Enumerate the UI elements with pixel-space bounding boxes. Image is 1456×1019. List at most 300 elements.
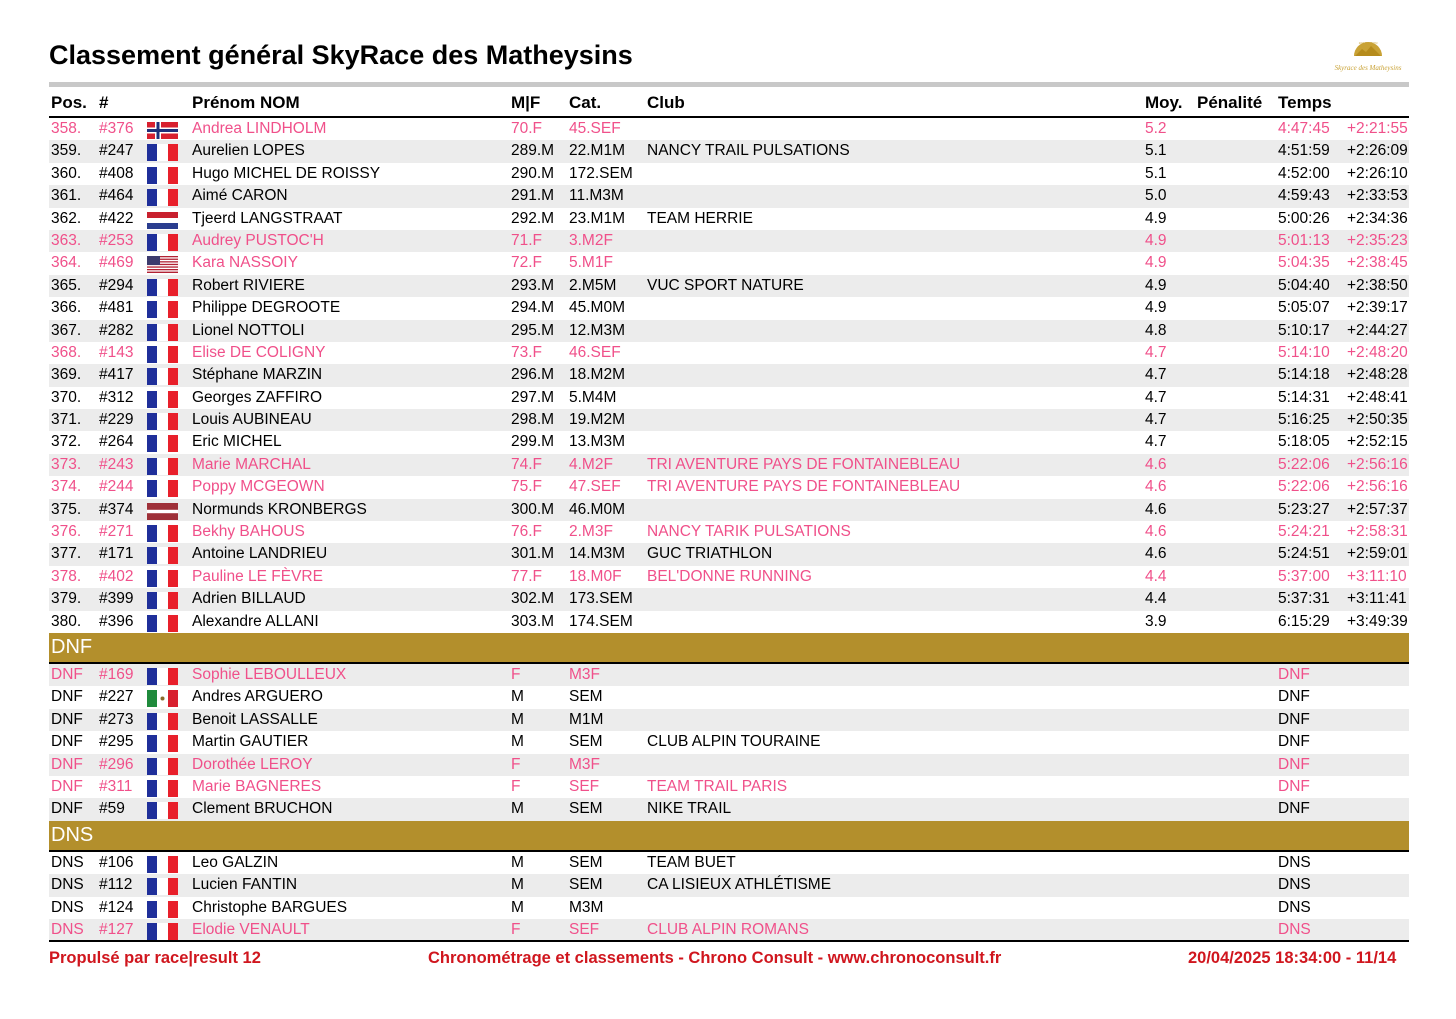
- bib-number: #143: [99, 343, 134, 361]
- category-rank: 45.M0M: [569, 299, 625, 317]
- category-rank: 5.M4M: [569, 388, 617, 406]
- runner-name: Kara NASSOIY: [192, 254, 298, 272]
- runner-name: Dorothée LEROY: [192, 755, 313, 773]
- club-name: NANCY TRAIL PULSATIONS: [647, 142, 850, 160]
- rank: 358.: [51, 120, 82, 137]
- bib-number: #312: [99, 388, 134, 406]
- category-rank: 5.M1F: [569, 254, 613, 272]
- finish-time: DNF: [1278, 665, 1310, 683]
- gender-rank: M: [511, 876, 524, 894]
- avg-speed: 4.8: [1145, 321, 1167, 339]
- gender-rank: 77.F: [511, 567, 543, 585]
- category-rank: 23.M1M: [569, 209, 625, 227]
- table-row: [49, 611, 1409, 633]
- flag-lv-icon: [147, 503, 178, 520]
- rank: 370.: [51, 388, 82, 406]
- runner-name: Adrien BILLAUD: [192, 590, 306, 608]
- avg-speed: 4.7: [1145, 366, 1167, 384]
- runner-name: Aimé CARON: [192, 187, 288, 205]
- category-rank: 18.M0F: [569, 567, 622, 585]
- rank: DNF: [51, 777, 83, 795]
- gender-rank: 300.M: [511, 500, 555, 518]
- bib-number: #311: [99, 777, 133, 795]
- finish-time: 5:22:06: [1278, 478, 1330, 496]
- flag-fr-icon: [147, 279, 178, 296]
- finish-time: 4:59:43: [1278, 187, 1330, 205]
- rank: 375.: [51, 500, 82, 518]
- category-rank: 2.M3F: [569, 523, 613, 541]
- avg-speed: 4.4: [1145, 567, 1167, 585]
- table-row: [49, 588, 1409, 610]
- gender-rank: 303.M: [511, 612, 555, 630]
- bib-number: #464: [99, 187, 134, 205]
- runner-name: Andrea LINDHOLM: [192, 120, 327, 137]
- rank: 369.: [51, 366, 82, 384]
- bib-number: #106: [99, 853, 134, 871]
- rank: DNS: [51, 853, 84, 871]
- time-gap: +2:57:37: [1347, 500, 1408, 518]
- rank: 365.: [51, 276, 82, 294]
- flag-fr-icon: [147, 480, 178, 497]
- gender-rank: 76.F: [511, 523, 543, 541]
- rank: 373.: [51, 455, 82, 473]
- table-row: [49, 852, 1409, 874]
- table-row: [49, 686, 1409, 708]
- runner-name: Lionel NOTTOLI: [192, 321, 305, 339]
- bib-number: #296: [99, 755, 134, 773]
- bib-number: #112: [99, 876, 133, 894]
- club-name: TEAM BUET: [647, 853, 736, 871]
- gender-rank: 298.M: [511, 411, 555, 429]
- category-rank: SEF: [569, 777, 600, 795]
- runner-name: Tjeerd LANGSTRAAT: [192, 209, 343, 227]
- runner-name: Hugo MICHEL DE ROISSY: [192, 164, 381, 182]
- avg-speed: 5.2: [1145, 120, 1167, 137]
- time-gap: +2:44:27: [1347, 321, 1408, 339]
- category-rank: SEM: [569, 876, 603, 894]
- time-gap: +3:11:10: [1347, 567, 1407, 585]
- runner-name: Elodie VENAULT: [192, 920, 310, 938]
- flag-fr-icon: [147, 713, 178, 730]
- bib-number: #253: [99, 231, 134, 249]
- rank: DNS: [51, 898, 84, 916]
- club-name: NANCY TARIK PULSATIONS: [647, 523, 851, 541]
- finish-time: 5:01:13: [1278, 231, 1330, 249]
- avg-speed: 4.6: [1145, 545, 1167, 563]
- avg-speed: 4.4: [1145, 590, 1167, 608]
- rank: 367.: [51, 321, 82, 339]
- bib-number: #396: [99, 612, 134, 630]
- rank: 364.: [51, 254, 82, 272]
- flag-nl-icon: [147, 212, 178, 229]
- avg-speed: 4.9: [1145, 254, 1167, 272]
- rank: 368.: [51, 343, 82, 361]
- logo-edition: 10th EDITION: [1358, 41, 1378, 45]
- table-row: [49, 140, 1409, 162]
- flag-fr-icon: [147, 615, 178, 632]
- rank: 366.: [51, 299, 82, 317]
- gender-rank: 289.M: [511, 142, 555, 160]
- runner-name: Audrey PUSTOC'H: [192, 231, 324, 249]
- flag-fr-icon: [147, 391, 178, 408]
- runner-name: Sophie LEBOULLEUX: [192, 665, 347, 683]
- col-name: Prénom NOM: [192, 93, 300, 112]
- finish-time: DNS: [1278, 853, 1311, 871]
- runner-name: Christophe BARGUES: [192, 898, 348, 916]
- finish-time: 5:04:40: [1278, 276, 1330, 294]
- finish-time: 5:04:35: [1278, 254, 1330, 272]
- time-gap: +2:48:28: [1347, 366, 1408, 384]
- flag-fr-icon: [147, 413, 178, 430]
- finish-time: DNS: [1278, 920, 1311, 938]
- runner-name: Antoine LANDRIEU: [192, 545, 328, 563]
- table-row: [49, 499, 1409, 521]
- table-row: [49, 297, 1409, 319]
- bib-number: #171: [99, 545, 134, 563]
- flag-fr-icon: [147, 368, 178, 385]
- finish-time: 5:22:06: [1278, 455, 1330, 473]
- avg-speed: 4.7: [1145, 388, 1167, 406]
- flag-fr-icon: [147, 435, 178, 452]
- flag-fr-icon: [147, 547, 178, 564]
- table-row: [49, 521, 1409, 543]
- gender-rank: F: [511, 665, 521, 683]
- finish-time: DNF: [1278, 755, 1310, 773]
- club-name: CA LISIEUX ATHLÉTISME: [647, 876, 832, 894]
- flag-fr-icon: [147, 324, 178, 341]
- finish-time: 4:47:45: [1278, 120, 1330, 137]
- table-row: [49, 476, 1409, 498]
- category-rank: SEM: [569, 688, 603, 706]
- time-gap: +2:48:20: [1347, 343, 1408, 361]
- finish-time: 5:14:31: [1278, 388, 1330, 406]
- avg-speed: 4.9: [1145, 276, 1167, 294]
- table-row: [49, 387, 1409, 409]
- finish-time: 5:18:05: [1278, 433, 1330, 451]
- rank: 362.: [51, 209, 82, 227]
- category-rank: 47.SEF: [569, 478, 621, 496]
- runner-name: Lucien FANTIN: [192, 876, 298, 894]
- col-bib: #: [99, 93, 109, 112]
- bib-number: #294: [99, 276, 134, 294]
- flag-fr-icon: [147, 668, 178, 685]
- table-row: [49, 543, 1409, 565]
- finish-time: 5:00:26: [1278, 209, 1330, 227]
- time-gap: +2:34:36: [1347, 209, 1408, 227]
- flag-fr-icon: [147, 780, 178, 797]
- gender-rank: M: [511, 800, 524, 818]
- category-rank: 174.SEM: [569, 612, 633, 630]
- table-row: [49, 566, 1409, 588]
- category-rank: 22.M1M: [569, 142, 625, 160]
- gender-rank: 292.M: [511, 209, 555, 227]
- category-rank: SEM: [569, 800, 603, 818]
- club-name: CLUB ALPIN TOURAINE: [647, 733, 821, 751]
- time-gap: +2:52:15: [1347, 433, 1408, 451]
- table-row: [49, 364, 1409, 386]
- runner-name: Alexandre ALLANI: [192, 612, 319, 630]
- table-row: [49, 252, 1409, 274]
- rank: DNF: [51, 665, 83, 683]
- runner-name: Marie MARCHAL: [192, 455, 311, 473]
- bib-number: #127: [99, 920, 134, 938]
- runner-name: Elise DE COLIGNY: [192, 343, 326, 361]
- time-gap: +2:38:50: [1347, 276, 1408, 294]
- gender-rank: 296.M: [511, 366, 555, 384]
- club-name: TEAM TRAIL PARIS: [647, 777, 788, 795]
- category-rank: 173.SEM: [569, 590, 633, 608]
- finish-time: DNF: [1278, 777, 1310, 795]
- flag-fr-icon: [147, 144, 178, 161]
- avg-speed: 3.9: [1145, 612, 1167, 630]
- rank: 361.: [51, 187, 82, 205]
- finish-time: 5:37:00: [1278, 567, 1330, 585]
- gender-rank: M: [511, 733, 524, 751]
- gender-rank: 302.M: [511, 590, 555, 608]
- bib-number: #469: [99, 254, 134, 272]
- club-name: NIKE TRAIL: [647, 800, 732, 818]
- avg-speed: 4.7: [1145, 343, 1167, 361]
- rank: 363.: [51, 231, 82, 249]
- table-row: [49, 185, 1409, 207]
- finish-time: 5:10:17: [1278, 321, 1330, 339]
- col-penalty: Pénalité: [1197, 93, 1263, 112]
- table-row: [49, 754, 1409, 776]
- runner-name: Benoit LASSALLE: [192, 710, 318, 728]
- col-category: Cat.: [569, 93, 602, 112]
- table-row: [49, 454, 1409, 476]
- finish-time: DNF: [1278, 710, 1310, 728]
- flag-fr-icon: [147, 802, 178, 819]
- logo-text: Skyrace des Matheysins: [1334, 64, 1402, 72]
- club-name: GUC TRIATHLON: [647, 545, 773, 563]
- bib-number: #227: [99, 688, 134, 706]
- time-gap: +3:49:39: [1347, 612, 1408, 630]
- table-row: [49, 874, 1409, 896]
- flag-fr-icon: [147, 592, 178, 609]
- rank: DNF: [51, 755, 83, 773]
- gender-rank: 301.M: [511, 545, 555, 563]
- category-rank: 46.SEF: [569, 343, 621, 361]
- runner-name: Georges ZAFFIRO: [192, 388, 323, 406]
- avg-speed: 4.6: [1145, 500, 1167, 518]
- time-gap: +2:48:41: [1347, 388, 1408, 406]
- rank: DNF: [51, 800, 83, 818]
- table-row: [49, 776, 1409, 798]
- bib-number: #124: [99, 898, 134, 916]
- rank: DNF: [51, 710, 83, 728]
- finish-time: 4:52:00: [1278, 164, 1330, 182]
- flag-us-icon: [147, 256, 178, 273]
- col-pos: Pos.: [51, 93, 87, 112]
- rank: 376.: [51, 523, 82, 541]
- category-rank: 2.M5M: [569, 276, 617, 294]
- bib-number: #417: [99, 366, 134, 384]
- flag-fr-icon: [147, 301, 178, 318]
- rank: 380.: [51, 612, 82, 630]
- dnf-list: [49, 664, 1409, 821]
- club-name: TRI AVENTURE PAYS DE FONTAINEBLEAU: [647, 478, 961, 496]
- finish-time: 5:16:25: [1278, 411, 1330, 429]
- rank: DNF: [51, 733, 83, 751]
- table-row: [49, 320, 1409, 342]
- bib-number: #408: [99, 164, 134, 182]
- avg-speed: 4.6: [1145, 478, 1167, 496]
- race-logo: [1330, 38, 1406, 78]
- finish-time: DNF: [1278, 688, 1310, 706]
- flag-fr-icon: [147, 758, 178, 775]
- rank: 359.: [51, 142, 82, 160]
- time-gap: +2:56:16: [1347, 478, 1408, 496]
- flag-fr-icon: [147, 878, 178, 895]
- finish-time: DNS: [1278, 898, 1311, 916]
- club-name: TRI AVENTURE PAYS DE FONTAINEBLEAU: [647, 455, 961, 473]
- gender-rank: M: [511, 710, 524, 728]
- category-rank: 3.M2F: [569, 231, 613, 249]
- runner-name: Aurelien LOPES: [192, 142, 305, 160]
- section-dnf: DNF: [49, 633, 1409, 664]
- bib-number: #271: [99, 523, 134, 541]
- time-gap: +2:33:53: [1347, 187, 1408, 205]
- time-gap: +2:38:45: [1347, 254, 1408, 272]
- rank: 379.: [51, 590, 82, 608]
- category-rank: 172.SEM: [569, 164, 633, 182]
- col-gender: M|F: [511, 93, 541, 112]
- table-header: [49, 90, 1409, 118]
- category-rank: 14.M3M: [569, 545, 625, 563]
- time-gap: +2:26:10: [1347, 164, 1408, 182]
- category-rank: 12.M3M: [569, 321, 625, 339]
- table-row: [49, 409, 1409, 431]
- gender-rank: 299.M: [511, 433, 555, 451]
- finish-time: 6:15:29: [1278, 612, 1330, 630]
- gender-rank: 293.M: [511, 276, 555, 294]
- flag-fr-icon: [147, 570, 178, 587]
- rank: DNF: [51, 688, 83, 706]
- runner-name: Eric MICHEL: [192, 433, 282, 451]
- table-row: [49, 897, 1409, 919]
- gender-rank: 75.F: [511, 478, 543, 496]
- runner-name: Robert RIVIERE: [192, 276, 305, 294]
- flag-no-icon: [147, 122, 178, 139]
- category-rank: M3F: [569, 665, 600, 683]
- time-gap: +2:50:35: [1347, 411, 1408, 429]
- section-dns: DNS: [49, 821, 1409, 852]
- time-gap: +2:26:09: [1347, 142, 1408, 160]
- finish-time: 5:14:10: [1278, 343, 1330, 361]
- runner-name: Martin GAUTIER: [192, 733, 309, 751]
- finish-time: DNF: [1278, 800, 1310, 818]
- time-gap: +2:56:16: [1347, 455, 1408, 473]
- runner-name: Clement BRUCHON: [192, 800, 333, 818]
- bib-number: #247: [99, 142, 134, 160]
- avg-speed: 4.6: [1145, 523, 1167, 541]
- avg-speed: 4.7: [1145, 411, 1167, 429]
- finish-time: 5:24:21: [1278, 523, 1330, 541]
- bib-number: #399: [99, 590, 134, 608]
- category-rank: M3M: [569, 898, 604, 916]
- table-row: [49, 709, 1409, 731]
- avg-speed: 4.9: [1145, 299, 1167, 317]
- bib-number: #282: [99, 321, 134, 339]
- rank: 360.: [51, 164, 82, 182]
- table-row: [49, 731, 1409, 753]
- gender-rank: 291.M: [511, 187, 555, 205]
- avg-speed: 4.7: [1145, 433, 1167, 451]
- bib-number: #402: [99, 567, 134, 585]
- flag-fr-icon: [147, 901, 178, 918]
- finishers-list: [49, 118, 1409, 633]
- bib-number: #374: [99, 500, 134, 518]
- category-rank: SEM: [569, 853, 603, 871]
- gender-rank: 73.F: [511, 343, 543, 361]
- category-rank: 11.M3M: [569, 187, 624, 205]
- gender-rank: 297.M: [511, 388, 555, 406]
- results-table: [49, 90, 1409, 941]
- bib-number: #295: [99, 733, 134, 751]
- table-row: [49, 431, 1409, 453]
- gender-rank: 294.M: [511, 299, 555, 317]
- flag-fr-icon: [147, 458, 178, 475]
- dns-list: [49, 852, 1409, 942]
- avg-speed: 5.1: [1145, 142, 1167, 160]
- col-time: Temps: [1278, 93, 1332, 112]
- footer-date-page: 20/04/2025 18:34:00 - 11/14: [1188, 949, 1397, 967]
- time-gap: +3:11:41: [1347, 590, 1407, 608]
- runner-name: Marie BAGNERES: [192, 777, 322, 795]
- time-gap: +2:39:17: [1347, 299, 1408, 317]
- flag-fr-icon: [147, 856, 178, 873]
- bib-number: #481: [99, 299, 134, 317]
- rank: DNS: [51, 920, 84, 938]
- table-row: [49, 118, 1409, 140]
- gender-rank: 74.F: [511, 455, 543, 473]
- category-rank: M1M: [569, 710, 604, 728]
- table-row: [49, 342, 1409, 364]
- category-rank: 4.M2F: [569, 455, 613, 473]
- table-row: [49, 163, 1409, 185]
- table-row: [49, 230, 1409, 252]
- gender-rank: M: [511, 688, 524, 706]
- gender-rank: 70.F: [511, 120, 543, 137]
- gender-rank: M: [511, 898, 524, 916]
- club-name: CLUB ALPIN ROMANS: [647, 920, 809, 938]
- table-row: [49, 275, 1409, 297]
- gender-rank: F: [511, 777, 521, 795]
- finish-time: 5:24:51: [1278, 545, 1330, 563]
- avg-speed: 4.9: [1145, 231, 1167, 249]
- time-gap: +2:58:31: [1347, 523, 1408, 541]
- category-rank: 45.SEF: [569, 120, 621, 137]
- page-title: Classement général SkyRace des Matheysins: [49, 40, 633, 70]
- gender-rank: 290.M: [511, 164, 555, 182]
- table-row: [49, 798, 1409, 820]
- runner-name: Pauline LE FÈVRE: [192, 567, 323, 585]
- title-divider: [49, 82, 1409, 87]
- flag-fr-icon: [147, 189, 178, 206]
- runner-name: Leo GALZIN: [192, 853, 279, 871]
- table-row: [49, 664, 1409, 686]
- club-name: TEAM HERRIE: [647, 209, 753, 227]
- flag-fr-icon: [147, 923, 178, 940]
- table-row: [49, 208, 1409, 230]
- table-row: [49, 919, 1409, 941]
- gender-rank: F: [511, 755, 521, 773]
- bib-number: #229: [99, 411, 134, 429]
- category-rank: 19.M2M: [569, 411, 625, 429]
- flag-fr-icon: [147, 735, 178, 752]
- runner-name: Philippe DEGROOTE: [192, 299, 341, 317]
